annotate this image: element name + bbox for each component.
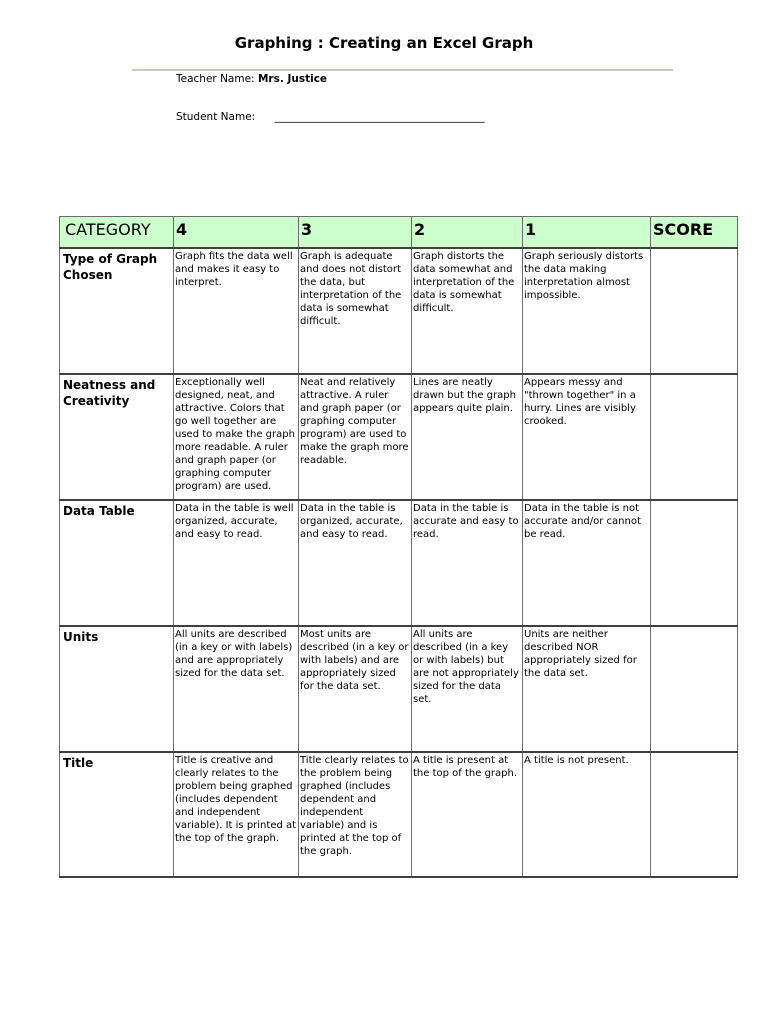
criteria-cell-3: Most units are described (in a key or with labels) and are appropriately sized for the data set. <box>299 626 412 752</box>
criteria-cell-3: Data in the table is organized, accurate, and easy to read. <box>299 500 412 626</box>
criteria-cell-2: All units are described (in a key or with labels) but are not appropriately sized for the data set. <box>412 626 523 752</box>
category-cell: Units <box>60 626 174 752</box>
criteria-cell-4: Exceptionally well designed, neat, and attractive. Colors that go well together are used to make the graph more readable. A ruler and graph paper (or graphing computer program) are used. <box>174 374 299 500</box>
criteria-cell-2: A title is present at the top of the graph. <box>412 752 523 877</box>
student-name-blank: ________________________________________ <box>274 111 485 123</box>
category-cell: Neatness and Creativity <box>60 374 174 500</box>
rubric-row-type-of-graph <box>60 248 738 374</box>
criteria-cell-1: Data in the table is not accurate and/or cannot be read. <box>523 500 651 626</box>
rubric-header-row <box>60 217 738 249</box>
header-category: CATEGORY <box>60 217 174 249</box>
score-cell[interactable] <box>651 248 738 374</box>
criteria-cell-2: Data in the table is accurate and easy to read. <box>412 500 523 626</box>
criteria-cell-3: Title clearly relates to the problem being graphed (includes dependent and independent variable) and is printed at the top of the graph. <box>299 752 412 877</box>
criteria-cell-2: Graph distorts the data somewhat and interpretation of the data is somewhat difficult. <box>412 248 523 374</box>
category-cell: Data Table <box>60 500 174 626</box>
rubric-row-neatness <box>60 374 738 500</box>
criteria-cell-2: Lines are neatly drawn but the graph appears quite plain. <box>412 374 523 500</box>
score-cell[interactable] <box>651 500 738 626</box>
criteria-cell-4: Data in the table is well organized, accurate, and easy to read. <box>174 500 299 626</box>
criteria-cell-1: Units are neither described NOR appropriately sized for the data set. <box>523 626 651 752</box>
student-label: Student Name: <box>176 111 256 123</box>
score-cell[interactable] <box>651 374 738 500</box>
header-level-1: 1 <box>523 217 651 249</box>
score-cell[interactable] <box>651 752 738 877</box>
criteria-cell-3: Neat and relatively attractive. A ruler and graph paper (or graphing computer program) are used to make the graph more readable. <box>299 374 412 500</box>
header-level-4: 4 <box>174 217 299 249</box>
student-name-line <box>176 111 485 123</box>
criteria-cell-4: Title is creative and clearly relates to the problem being graphed (includes dependent and independent variable). It is printed at the top of the graph. <box>174 752 299 877</box>
criteria-cell-1: Appears messy and "thrown together" in a hurry. Lines are visibly crooked. <box>523 374 651 500</box>
rubric-row-units <box>60 626 738 752</box>
teacher-name-line <box>176 73 327 85</box>
teacher-name: Mrs. Justice <box>257 73 328 85</box>
teacher-label: Teacher Name: <box>176 73 255 85</box>
score-cell[interactable] <box>651 626 738 752</box>
criteria-cell-3: Graph is adequate and does not distort the data, but interpretation of the data is somewhat difficult. <box>299 248 412 374</box>
header-score: SCORE <box>651 217 738 249</box>
category-cell: Title <box>60 752 174 877</box>
criteria-cell-4: Graph fits the data well and makes it easy to interpret. <box>174 248 299 374</box>
criteria-cell-4: All units are described (in a key or with labels) and are appropriately sized for the data set. <box>174 626 299 752</box>
document-title: Graphing : Creating an Excel Graph <box>234 34 534 52</box>
category-cell: Type of Graph Chosen <box>60 248 174 374</box>
rubric-row-data-table <box>60 500 738 626</box>
header-level-3: 3 <box>299 217 412 249</box>
criteria-cell-1: A title is not present. <box>523 752 651 877</box>
header-level-2: 2 <box>412 217 523 249</box>
header-divider <box>132 69 673 71</box>
rubric-table <box>59 216 738 878</box>
criteria-cell-1: Graph seriously distorts the data making interpretation almost impossible. <box>523 248 651 374</box>
rubric-row-title <box>60 752 738 877</box>
